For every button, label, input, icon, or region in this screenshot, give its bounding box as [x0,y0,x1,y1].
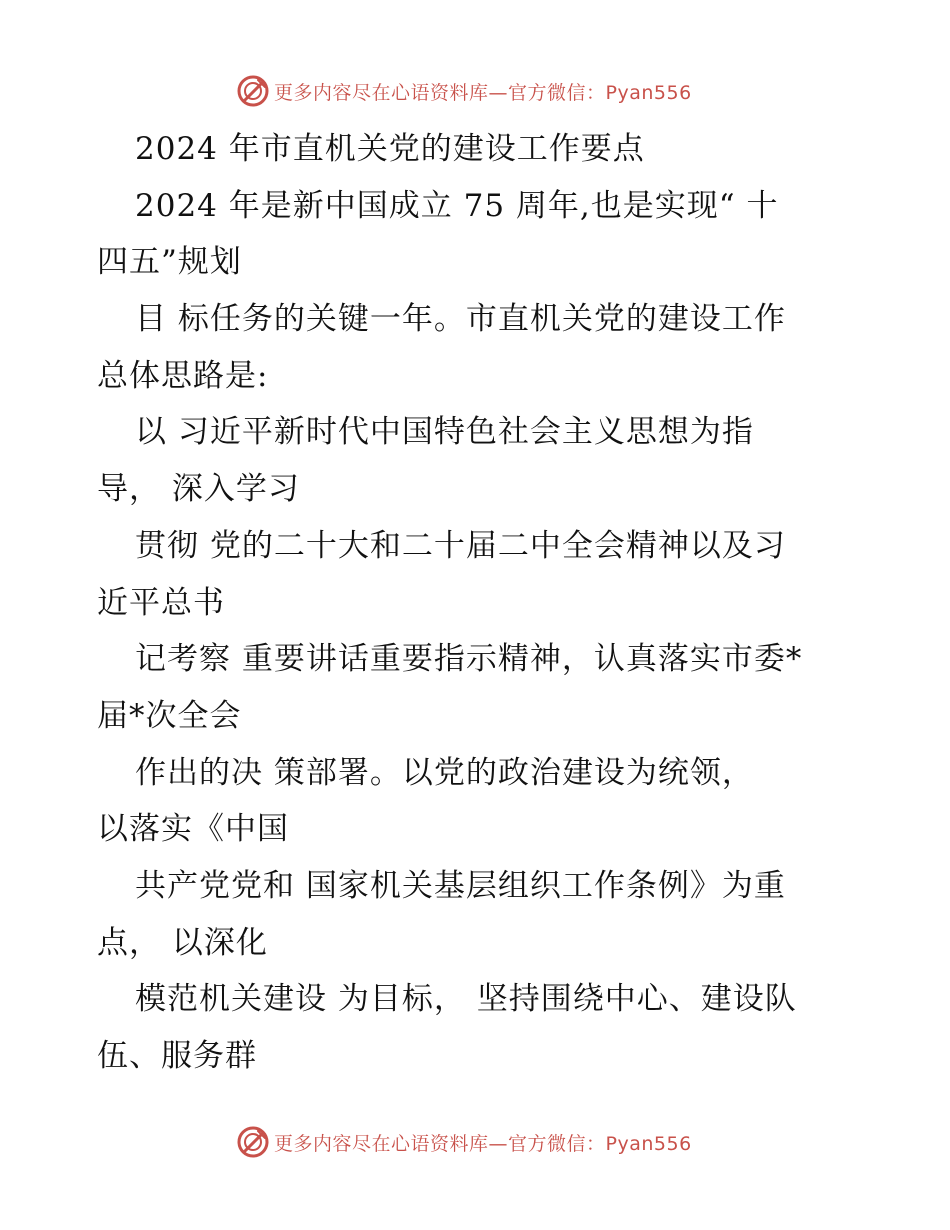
text-line: 伍、服务群 [97,1038,257,1074]
text-line: 共产党党和 国家机关基层组织工作条例》为重 [135,867,786,904]
text-line: 以 习近平新时代中国特色社会主义思想为指 [135,414,754,451]
text-line: 四五”规划 [97,244,242,281]
brand-seal-icon [236,74,270,108]
text-line: 总体思路是: [97,357,269,394]
watermark-separator: — [488,1132,509,1155]
watermark-wechat-label: 官方微信： [508,81,606,104]
text-line: 届*次全会 [97,697,242,734]
document-title: 2024 年市直机关党的建设工作要点 [135,131,645,167]
text-line: 以落实《中国 [97,811,289,848]
text-line: 作出的决 策部署。以党的政治建设为统领， [135,754,754,791]
brand-seal-icon [236,1125,270,1159]
document-body [97,121,867,1085]
watermark-separator: — [488,81,509,104]
watermark-text [274,78,692,105]
watermark-text [274,1129,692,1156]
text-line: 模范机关建设 为目标， 坚持围绕中心、建设队 [135,981,797,1018]
text-line: 贯彻 党的二十大和二十届二中全会精神以及习 [135,527,786,564]
watermark-banner-top [236,74,692,108]
watermark-wechat-id: Pyan556 [605,1132,692,1155]
watermark-banner-bottom [236,1125,692,1159]
text-line: 记考察 重要讲话重要指示精神，认真落实市委* [135,641,803,678]
text-line: 近平总书 [97,584,225,621]
text-line: 导， 深入学习 [97,471,300,508]
watermark-wechat-id: Pyan556 [605,81,692,104]
text-line: 点， 以深化 [97,924,268,961]
text-line: 2024 年是新中国成立 75 周年,也是实现“ 十 [135,187,779,224]
watermark-main-text: 更多内容尽在心语资料库 [274,1132,489,1155]
watermark-main-text: 更多内容尽在心语资料库 [274,81,489,104]
text-line: 目 标任务的关键一年。市直机关党的建设工作 [135,301,786,338]
watermark-wechat-label: 官方微信： [508,1132,606,1155]
